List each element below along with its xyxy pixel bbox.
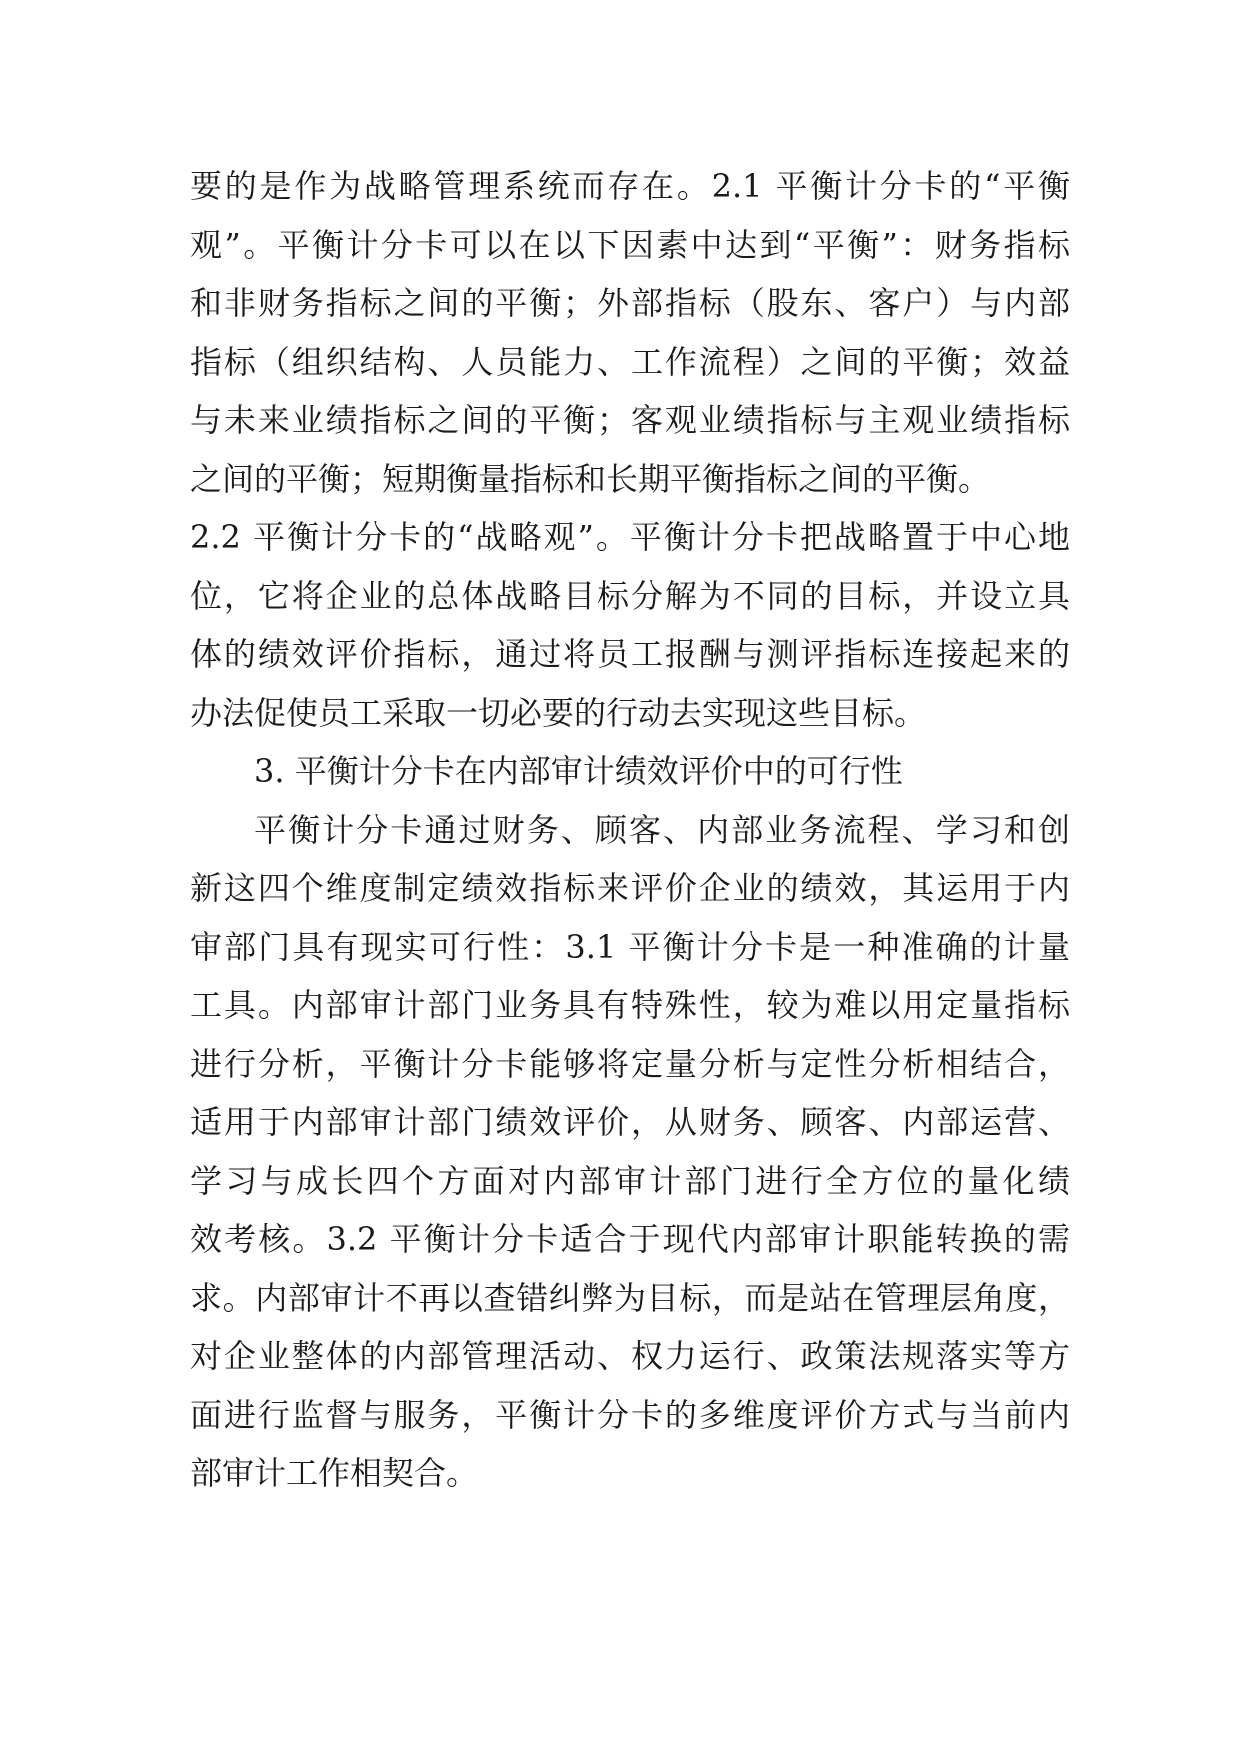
text-line: 学习与成长四个方面对内部审计部门进行全方位的量化绩 [190,1161,1070,1200]
text-line: 工具。内部审计部门业务具有特殊性，较为难以用定量指标 [190,986,1070,1024]
text-line: 效考核。3.2 平衡计分卡适合于现代内部审计职能转换的需 [190,1220,1070,1258]
text-line: 体的绩效评价指标，通过将员工报酬与测评指标连接起来的 [190,635,1070,673]
body-text [190,157,1070,1503]
text-line: 和非财务指标之间的平衡；外部指标（股东、客户）与内部 [190,284,1070,322]
text-line: 部审计工作相契合。 [190,1454,479,1492]
text-line: 与未来业绩指标之间的平衡；客观业绩指标与主观业绩指标 [190,401,1070,439]
text-line: 适用于内部审计部门绩效评价，从财务、顾客、内部运营、 [190,1103,1070,1141]
text-line: 观”。平衡计分卡可以在以下因素中达到“平衡”：财务指标 [190,225,1070,264]
text-line: 审部门具有现实可行性：3.1 平衡计分卡是一种准确的计量 [190,927,1070,966]
text-line: 新这四个维度制定绩效指标来评价企业的绩效，其运用于内 [190,869,1070,907]
text-line: 进行分析，平衡计分卡能够将定量分析与定性分析相结合， [190,1044,1070,1083]
text-line: 面进行监督与服务，平衡计分卡的多维度评价方式与当前内 [190,1395,1070,1434]
text-line: 之间的平衡；短期衡量指标和长期平衡指标之间的平衡。 [190,459,991,498]
text-line: 平衡计分卡通过财务、顾客、内部业务流程、学习和创 [254,810,1070,849]
text-line: 2.2 平衡计分卡的“战略观”。平衡计分卡把战略置于中心地 [190,518,1070,556]
text-line: 求。内部审计不再以查错纠弊为目标，而是站在管理层角度， [190,1278,1070,1317]
text-line: 办法促使员工采取一切必要的行动去实现这些目标。 [190,693,927,732]
section-heading: 3. 平衡计分卡在内部审计绩效评价中的可行性 [254,752,903,790]
text-line: 指标（组织结构、人员能力、工作流程）之间的平衡；效益 [190,342,1070,381]
text-line: 对企业整体的内部管理活动、权力运行、政策法规落实等方 [190,1337,1070,1375]
text-line: 要的是作为战略管理系统而存在。2.1 平衡计分卡的“平衡 [190,167,1070,205]
text-line: 位，它将企业的总体战略目标分解为不同的目标，并设立具 [190,576,1070,615]
